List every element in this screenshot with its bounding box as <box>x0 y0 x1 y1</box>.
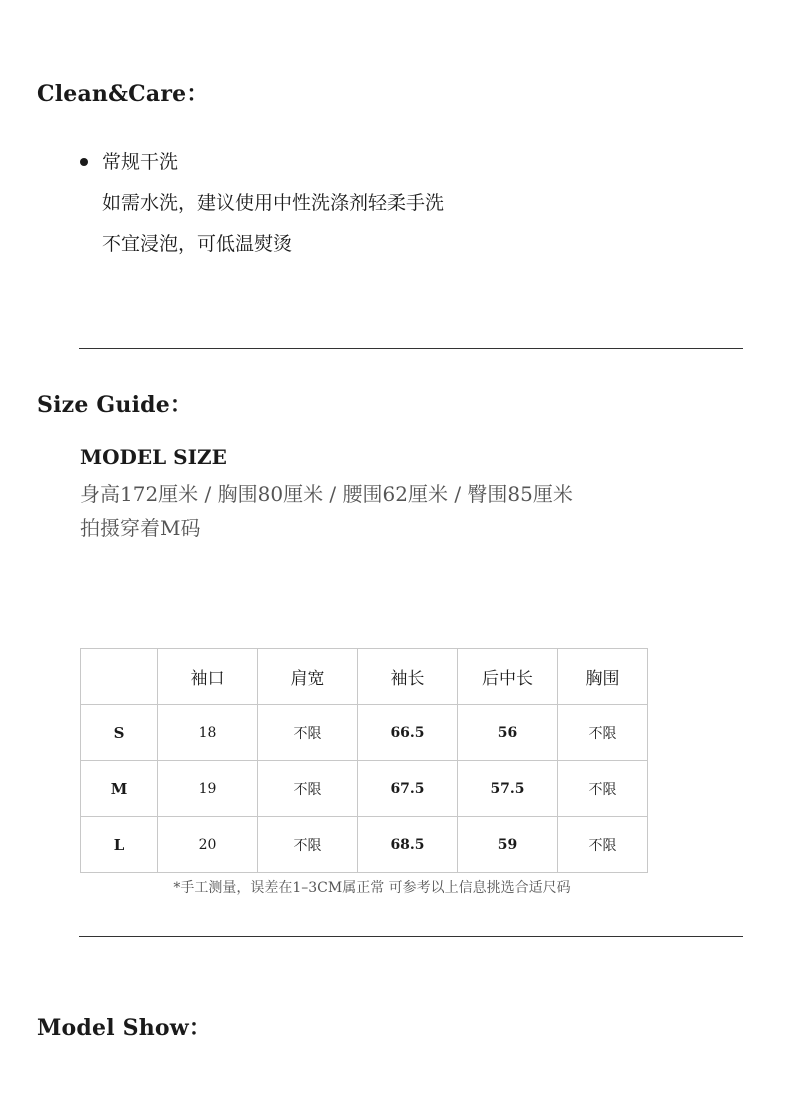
size-label-cell: S <box>81 705 158 761</box>
header-cell: 袖口 <box>158 649 258 705</box>
size-label-cell: M <box>81 761 158 817</box>
table-cell: 20 <box>158 817 258 873</box>
table-cell: 19 <box>158 761 258 817</box>
table-cell: 不限 <box>558 761 648 817</box>
care-line <box>80 183 444 224</box>
table-row <box>81 817 648 873</box>
measurement-note: *手工测量，误差在1–3CM属正常 可参考以上信息挑选合适尺码 <box>173 880 571 896</box>
model-wearing-size: 拍摄穿着M码 <box>80 516 201 540</box>
care-line-text: 不宜浸泡，可低温熨烫 <box>102 233 293 255</box>
model-show-title: Model Show： <box>37 1015 212 1041</box>
care-line-text: 如需水洗，建议使用中性洗涤剂轻柔手洗 <box>102 192 445 214</box>
care-line-text: 常规干洗 <box>102 151 179 173</box>
table-cell: 不限 <box>258 705 358 761</box>
table-cell: 56 <box>458 705 558 761</box>
table-row <box>81 761 648 817</box>
bullet-icon <box>80 158 88 166</box>
table-cell: 不限 <box>558 705 648 761</box>
table-row <box>81 705 648 761</box>
model-size-heading: MODEL SIZE <box>80 445 227 469</box>
header-cell: 袖长 <box>358 649 458 705</box>
header-cell: 后中长 <box>458 649 558 705</box>
table-cell: 不限 <box>258 817 358 873</box>
table-cell: 59 <box>458 817 558 873</box>
table-cell: 57.5 <box>458 761 558 817</box>
table-cell: 67.5 <box>358 761 458 817</box>
size-table <box>80 648 648 873</box>
size-label-cell: L <box>81 817 158 873</box>
model-measurements: 身高172厘米 / 胸围80厘米 / 腰围62厘米 / 臀围85厘米 <box>80 482 573 506</box>
section-divider <box>79 348 743 349</box>
table-cell: 68.5 <box>358 817 458 873</box>
header-cell: 肩宽 <box>258 649 358 705</box>
clean-care-title: Clean&Care： <box>37 81 209 107</box>
table-cell: 不限 <box>258 761 358 817</box>
header-cell: 胸围 <box>558 649 648 705</box>
table-header-row <box>81 649 648 705</box>
care-line <box>80 224 444 265</box>
size-guide-title: Size Guide： <box>37 392 193 418</box>
table-cell: 66.5 <box>358 705 458 761</box>
header-cell <box>81 649 158 705</box>
table-cell: 不限 <box>558 817 648 873</box>
table-cell: 18 <box>158 705 258 761</box>
section-divider <box>79 936 743 937</box>
care-line <box>80 142 444 183</box>
care-instructions <box>80 142 444 265</box>
